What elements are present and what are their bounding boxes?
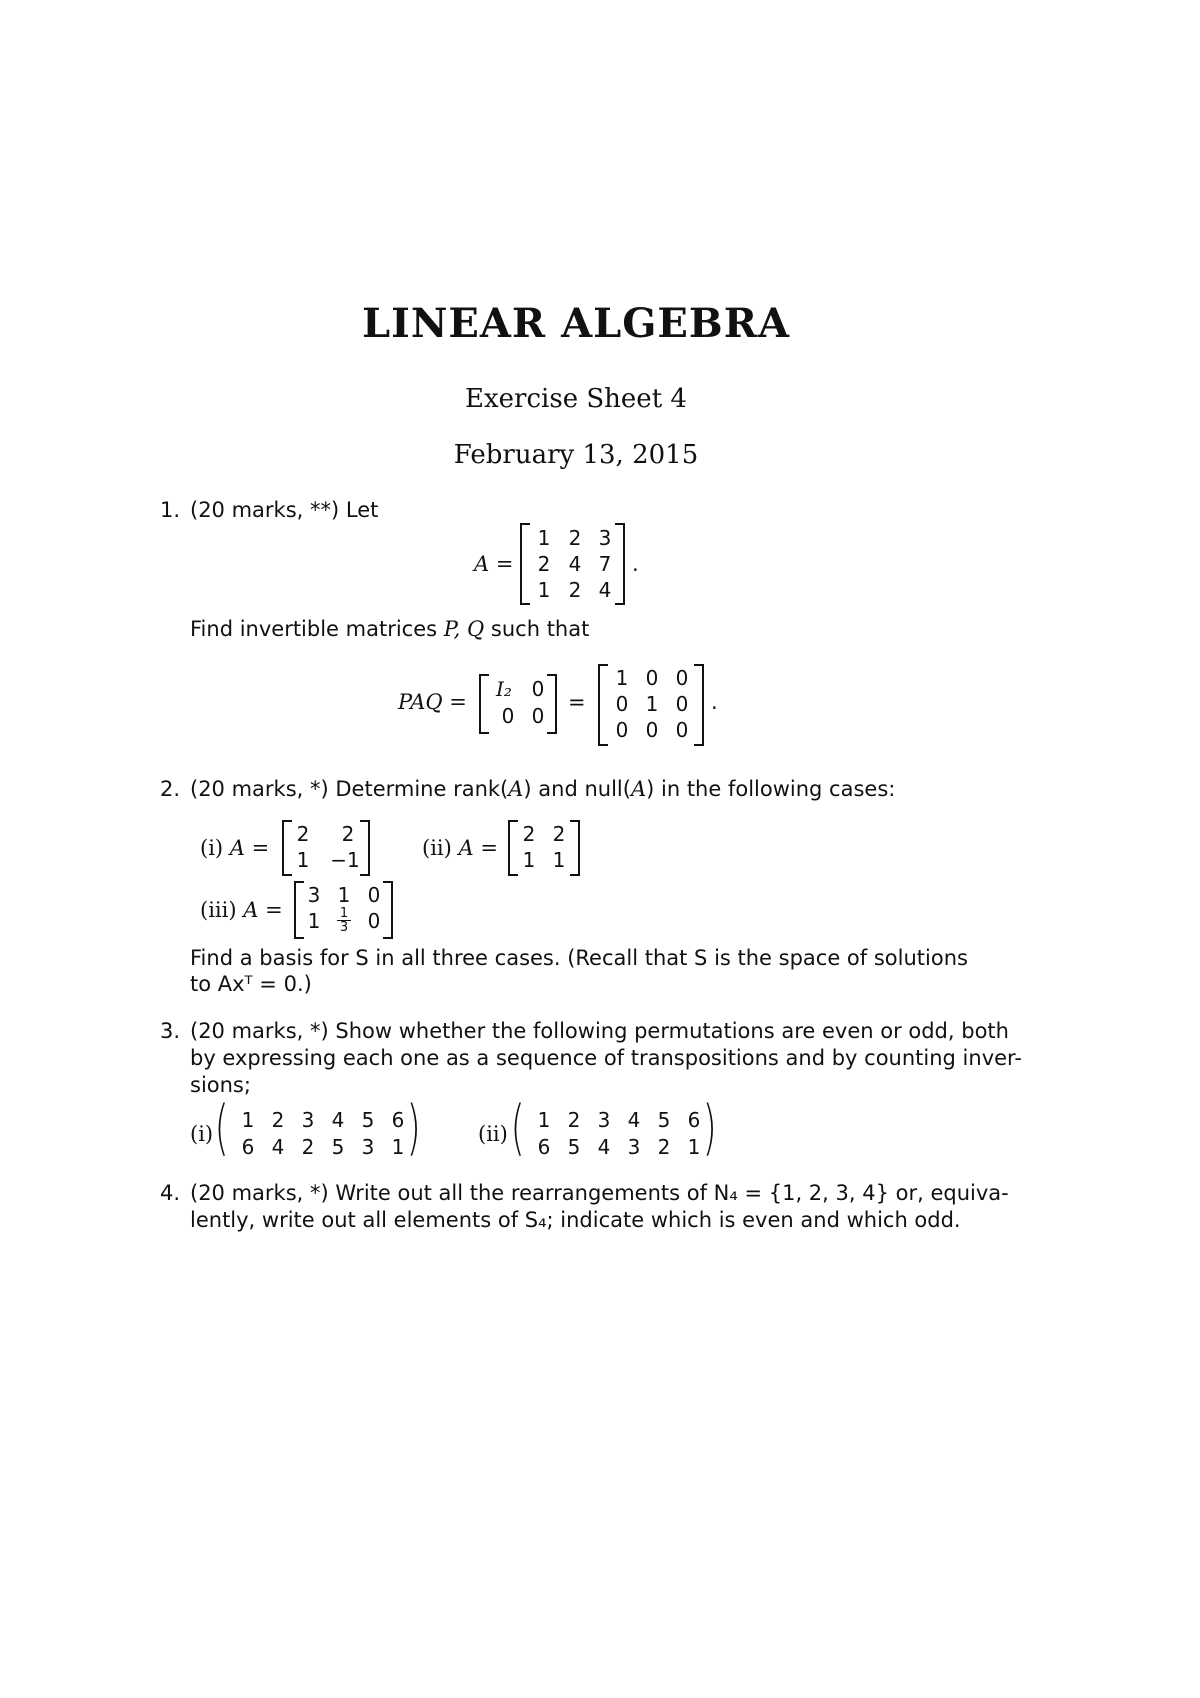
- q1-task-prefix: Find invertible matrices: [190, 617, 438, 641]
- perm-cell: 1: [687, 1135, 701, 1159]
- q1-equals: =: [568, 690, 586, 714]
- perm-cell: 6: [241, 1135, 255, 1159]
- matrix-cell: 2: [341, 822, 355, 846]
- matrix-cell: 1: [307, 909, 321, 933]
- matrix-cell: 0: [615, 718, 629, 742]
- q1-intro: (20 marks, **) Let: [190, 498, 379, 522]
- matrix-cell: 1: [552, 848, 566, 872]
- q1-task-suffix: such that: [490, 617, 590, 641]
- q2-case-ii-eq: A =: [458, 836, 498, 860]
- perm-cell: 3: [361, 1135, 375, 1159]
- q4-line2: lently, write out all elements of S₄; indicate which is even and which odd.: [190, 1208, 961, 1232]
- page-title: LINEAR ALGEBRA: [362, 300, 790, 347]
- paren-left: (: [214, 1093, 229, 1163]
- perm-cell: 4: [597, 1135, 611, 1159]
- q3-label-i: (i): [190, 1122, 214, 1146]
- perm-cell: 5: [361, 1108, 375, 1132]
- perm-cell: 3: [597, 1108, 611, 1132]
- paren-right: ): [406, 1093, 421, 1163]
- perm-cell: 5: [567, 1135, 581, 1159]
- matrix-cell: 1: [296, 848, 310, 872]
- q3-line3: sions;: [190, 1073, 251, 1097]
- q3-line2: by expressing each one as a sequence of transpositions and by counting inver-: [190, 1046, 1022, 1070]
- q2-var-a: A: [508, 777, 524, 801]
- q2-basis-line1: Find a basis for S in all three cases. (Recall that S is the space of solutions: [190, 946, 968, 970]
- q2-number: 2.: [160, 777, 181, 801]
- perm-cell: 4: [331, 1108, 345, 1132]
- q2-text-mid: ) and null(: [523, 777, 631, 801]
- matrix-cell: −1: [330, 848, 360, 872]
- matrix-cell: 1: [522, 848, 536, 872]
- perm-cell: 3: [301, 1108, 315, 1132]
- matrix-cell: 4: [598, 578, 612, 602]
- q1-task-vars: P, Q: [443, 617, 485, 641]
- q1-a-label: A =: [474, 552, 514, 576]
- perm-cell: 2: [271, 1108, 285, 1132]
- matrix-cell: 0: [675, 666, 689, 690]
- perm-cell: 6: [687, 1108, 701, 1132]
- perm-cell: 6: [391, 1108, 405, 1132]
- perm-cell: 5: [657, 1108, 671, 1132]
- matrix-cell: 0: [367, 909, 381, 933]
- perm-cell: 6: [537, 1135, 551, 1159]
- perm-cell: 2: [567, 1108, 581, 1132]
- q2-basis-line2: to Axᵀ = 0.): [190, 972, 312, 996]
- paren-left: (: [510, 1093, 525, 1163]
- matrix-cell: 3: [598, 526, 612, 550]
- page-date: February 13, 2015: [453, 440, 699, 470]
- matrix-cell: 1: [615, 666, 629, 690]
- page-subtitle: Exercise Sheet 4: [465, 384, 687, 414]
- q2-text-prefix: (20 marks, *) Determine rank(: [190, 777, 509, 801]
- matrix-cell: 7: [598, 552, 612, 576]
- fraction-denominator: 3: [339, 920, 349, 935]
- perm-cell: 3: [627, 1135, 641, 1159]
- q1-end-dot: .: [711, 690, 718, 714]
- bracket-left: [479, 674, 489, 734]
- perm-cell: 1: [391, 1135, 405, 1159]
- bracket-left: [520, 523, 530, 605]
- q2-case-i-label: (i): [200, 836, 224, 860]
- matrix-cell: 0: [675, 692, 689, 716]
- bracket-left: [598, 664, 608, 746]
- perm-cell: 5: [331, 1135, 345, 1159]
- matrix-cell: 2: [522, 822, 536, 846]
- q2-case-iii-label: (iii): [200, 898, 237, 922]
- perm-cell: 1: [537, 1108, 551, 1132]
- matrix-cell: I₂: [496, 677, 512, 701]
- q1-number: 1.: [160, 498, 181, 522]
- q2-case-i-eq: A =: [229, 836, 270, 860]
- q1-dot: .: [632, 552, 639, 576]
- q3-label-ii: (ii): [478, 1122, 508, 1146]
- matrix-cell: 0: [501, 704, 515, 728]
- matrix-cell: 0: [645, 718, 659, 742]
- q2-case-ii-label: (ii): [422, 836, 452, 860]
- perm-cell: 4: [271, 1135, 285, 1159]
- fraction-numerator: 1: [337, 907, 351, 921]
- matrix-cell: 0: [675, 718, 689, 742]
- perm-cell: 2: [301, 1135, 315, 1159]
- perm-cell: 1: [241, 1108, 255, 1132]
- matrix-cell: 0: [531, 677, 545, 701]
- paren-right: ): [702, 1093, 717, 1163]
- matrix-cell: 2: [568, 578, 582, 602]
- perm-cell: 2: [657, 1135, 671, 1159]
- matrix-cell: 4: [568, 552, 582, 576]
- matrix-cell: 1: [537, 578, 551, 602]
- matrix-cell: 3: [307, 883, 321, 907]
- matrix-cell: 0: [645, 666, 659, 690]
- q1-paq-label: PAQ =: [398, 690, 467, 714]
- perm-cell: 4: [627, 1108, 641, 1132]
- q2-text-suffix: ) in the following cases:: [646, 777, 896, 801]
- matrix-cell: 1: [645, 692, 659, 716]
- q2-var-a2: A: [630, 777, 647, 801]
- q3-number: 3.: [160, 1019, 181, 1043]
- matrix-cell: 1: [337, 883, 351, 907]
- q2-case-iii-eq: A =: [243, 898, 283, 922]
- matrix-cell: 1: [537, 526, 551, 550]
- q4-line1: (20 marks, *) Write out all the rearrangements of N₄ = {1, 2, 3, 4} or, equiva-: [190, 1181, 1009, 1205]
- matrix-cell: 2: [537, 552, 551, 576]
- matrix-cell: 2: [568, 526, 582, 550]
- matrix-cell: 2: [296, 822, 310, 846]
- q4-number: 4.: [160, 1181, 181, 1205]
- q3-line1: (20 marks, *) Show whether the following permutations are even or odd, both: [190, 1019, 1009, 1043]
- matrix-cell: 0: [367, 883, 381, 907]
- matrix-fraction: [337, 907, 351, 934]
- matrix-cell: 0: [531, 704, 545, 728]
- matrix-cell: 0: [615, 692, 629, 716]
- matrix-cell: 2: [552, 822, 566, 846]
